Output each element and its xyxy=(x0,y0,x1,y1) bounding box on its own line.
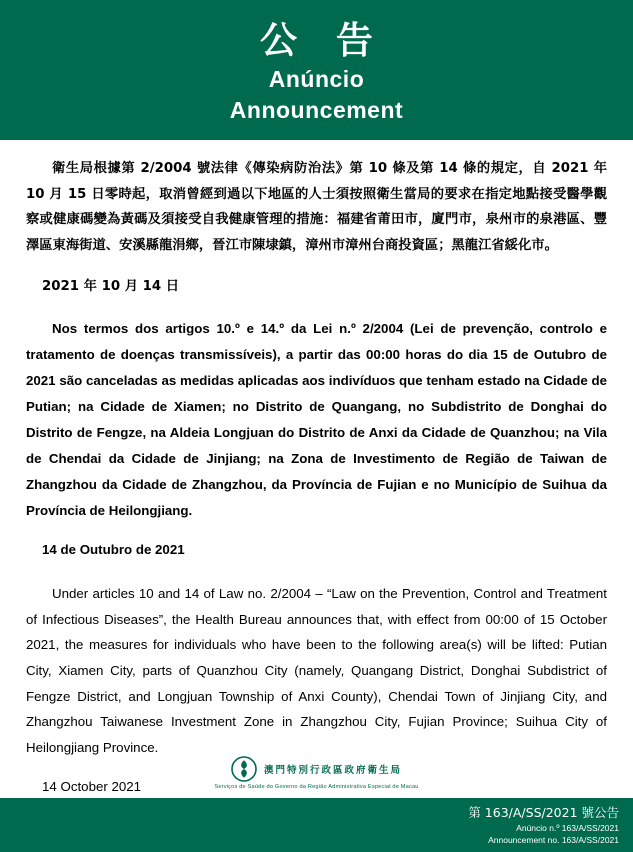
document-body xyxy=(0,140,633,794)
date-english: 14 October 2021 xyxy=(42,779,142,795)
reference-chinese: 第 163/A/SS/2021 號公告 xyxy=(468,805,619,820)
paragraph-english: Under articles 10 and 14 of Law no. 2/2004 – “Law on the Prevention, Control and Treatment of Infectious Diseases”, the Health Bureau announces that, with effect from 00:00 of 15 October 2021, the measures for individuals who have been to the following area(s) will be lifted: Putian City, Xiamen City, parts of Quanzhou City (namely, Quangang District, Donghai Subdistrict of Fengze District, and Longjuan Township of Anxi County), Chendai Town of Jinjiang City, and Zhangzhou Taiwanese Investment Zone in Zhangzhou City, Fujian Province; Suihua City of Heilongjiang Province. xyxy=(26,586,607,755)
banner-title-english: Announcement xyxy=(229,97,404,124)
footer-reference-bar xyxy=(0,798,633,852)
paragraph-chinese: 衛生局根據第 2/2004 號法律《傳染病防治法》第 10 條及第 14 條的規定，自 2021 年 10 月 15 日零時起，取消曾經到過以下地區的人士須按照衛生當局的要求在指定地點接受醫學觀察或健康碼變為黃碼及須接受自我健康管理的措施：福建省莆田市，廈門市，泉州市的泉港區、豐澤區東海街道、安溪縣龍涓鄉，晉江市陳埭鎮，漳州市漳州台商投資區；黑龍江省綏化市。 xyxy=(26,161,607,253)
document-footer xyxy=(0,756,633,852)
date-chinese: 2021 年 10 月 14 日 xyxy=(42,279,180,295)
reference-english: Announcement no. 163/A/SS/2021 xyxy=(488,835,619,846)
header-banner xyxy=(0,0,633,140)
logo-text-chinese: 澳門特別行政區政府衛生局 xyxy=(263,765,402,776)
date-portuguese: 14 de Outubro de 2021 xyxy=(42,542,185,558)
paragraph-portuguese: Nos termos dos artigos 10.º e 14.º da Lei n.º 2/2004 (Lei de prevenção, controlo e tratamento de doenças transmissíveis), a partir das 00:00 horas do dia 15 de Outubro de 2021 são canceladas as medidas aplicadas aos indivíduos que tenham estado na Cidade de Putian; na Cidade de Xiamen; no Distrito de Quangang, no Subdistrito de Donghai do Distrito de Fengze, na Aldeia Longjuan do Distrito de Anxi da Cidade de Quanzhou; na Vila de Chendai da Cidade de Jinjiang; na Zona de Investimento de Região de Taiwan de Zhangzhou da Cidade de Zhangzhou, da Província de Fujian e no Município de Suihua da Província de Heilongjiang. xyxy=(26,321,607,518)
health-bureau-logo-icon xyxy=(231,756,257,782)
banner-title-portuguese: Anúncio xyxy=(268,66,365,93)
logo-text-portuguese: Serviços de Saúde do Governo da Região Administrativa Especial de Macau xyxy=(214,784,419,790)
reference-portuguese: Anúncio n.º 163/A/SS/2021 xyxy=(516,823,619,834)
health-bureau-logo-block xyxy=(0,756,633,790)
banner-title-chinese: 公 告 xyxy=(260,18,386,62)
